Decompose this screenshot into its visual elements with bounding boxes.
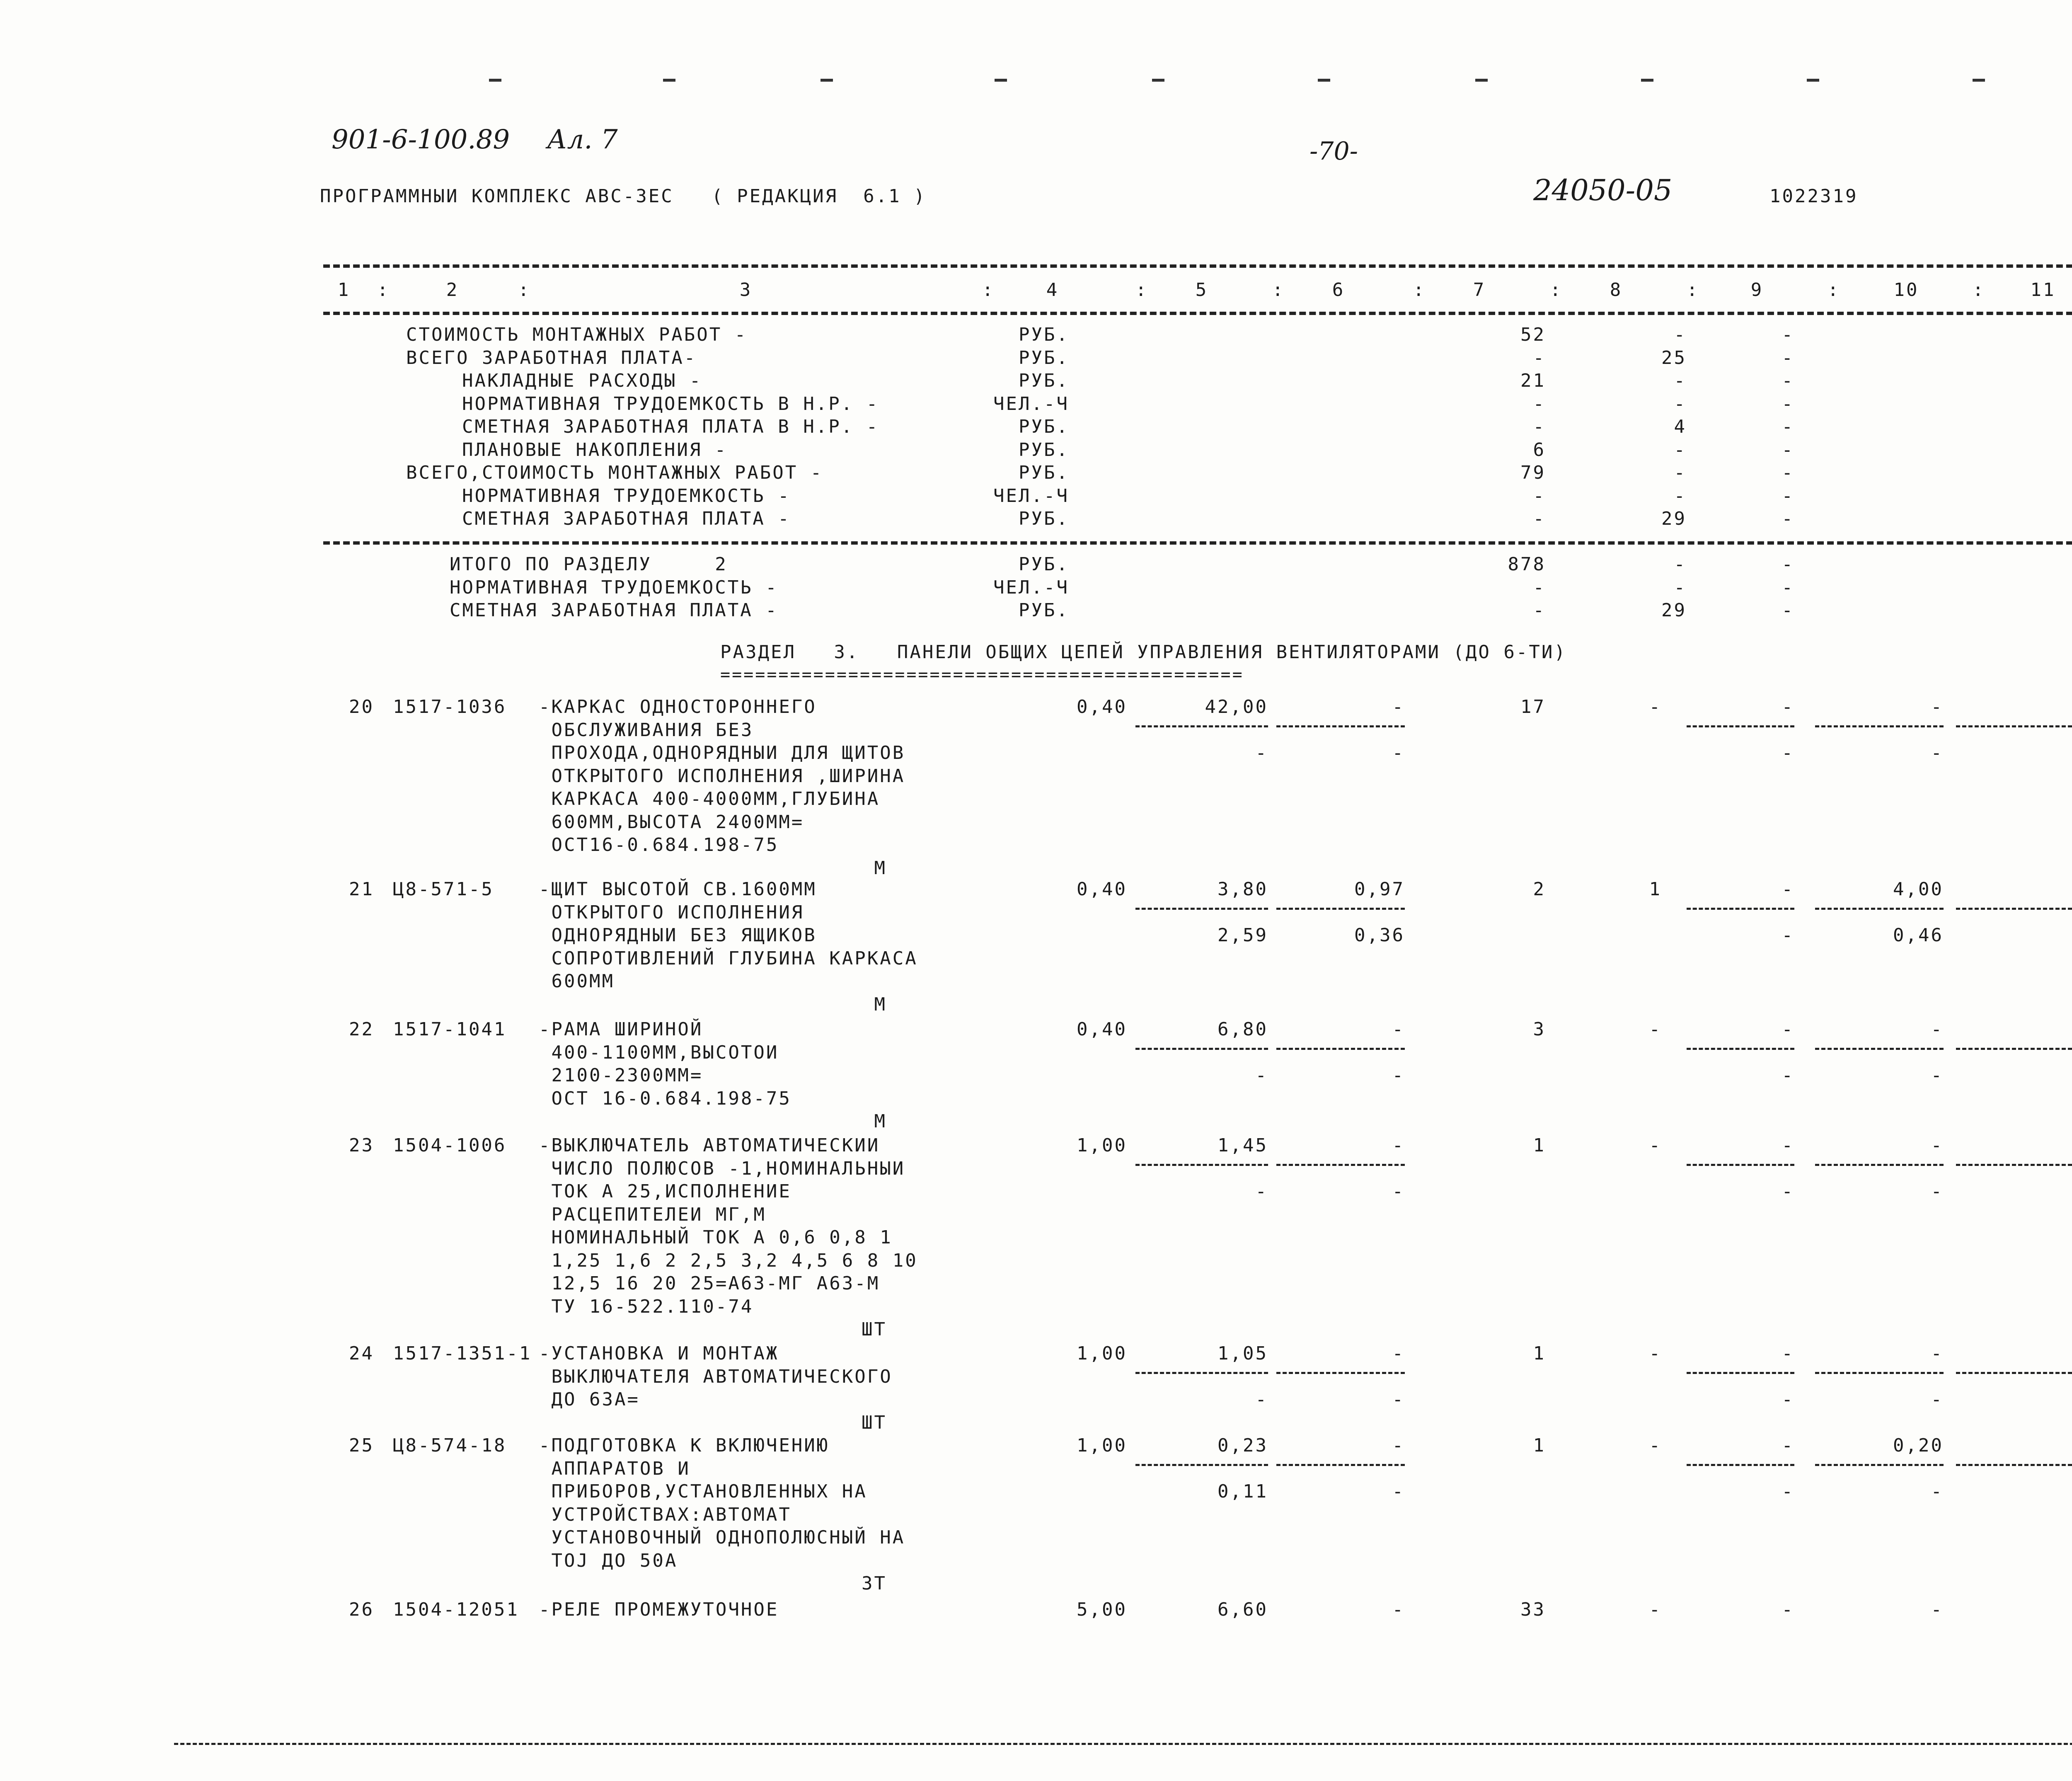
item-c11 — [1931, 695, 2072, 719]
column-header-3: 3 — [739, 279, 753, 300]
item-c5: 6,60 — [1218, 1599, 1268, 1620]
total-col7: 878 — [1508, 554, 1546, 575]
item-c11 — [1931, 878, 2072, 901]
item-c6-secondary: - — [1392, 1481, 1405, 1502]
total-unit: РУБ. — [1019, 600, 1069, 621]
item-c8: - — [1649, 1135, 1662, 1156]
summary-col7: - — [1533, 485, 1546, 506]
summary-col11 — [1931, 439, 2072, 462]
item-description-line: ВЫКЛЮЧАТЕЛЯ АВТОМАТИЧЕСКОГО — [539, 1366, 893, 1387]
total-unit: РУБ. — [1019, 554, 1069, 575]
item-code: 1517-1351-1 — [393, 1343, 532, 1364]
item-c10: 0,20 — [1893, 1435, 1944, 1456]
item-c10: - — [1931, 1343, 1944, 1364]
item-description-line: ТУ 16-522.110-74 — [539, 1296, 754, 1317]
item-description-line: ЧИСЛО ПОЛЮСОВ -1,НОМИНАЛЬНЫИ — [539, 1158, 905, 1179]
summary-col7: - — [1533, 347, 1546, 368]
item-description-line: ОТКРЫТОГО ИСПОЛНЕНИЯ — [539, 901, 804, 923]
summary-col11 — [1931, 485, 2072, 508]
item-c9-secondary: - — [1782, 1481, 1794, 1502]
column-separator: : — [377, 279, 390, 300]
item-c9: - — [1782, 1135, 1794, 1156]
item-c6: 0,97 — [1354, 879, 1405, 900]
item-c10-secondary: - — [1931, 1065, 1944, 1086]
total-col8: 29 — [1661, 600, 1687, 621]
job-code: 24050-05 — [1533, 173, 1673, 207]
item-description-line: 600ММ,ВЫСОТА 2400ММ= — [539, 811, 804, 833]
cell-divider — [1276, 1164, 1405, 1166]
cell-divider — [1276, 1464, 1405, 1466]
item-description-line: ТОЈ ДО 50А — [539, 1550, 678, 1571]
item-c6: - — [1392, 696, 1405, 717]
summary-label: НАКЛАДНЫЕ РАСХОДЫ - — [462, 370, 702, 391]
item-description-line: ТОК А 25,ИСПОЛНЕНИЕ — [539, 1181, 792, 1202]
item-number: 23 — [349, 1135, 374, 1156]
item-description-line: -ПОДГОТОВКА К ВКЛЮЧЕНИЮ — [539, 1435, 830, 1456]
cell-divider — [1276, 1048, 1405, 1050]
item-c6-secondary: 0,36 — [1354, 925, 1405, 946]
item-c6: - — [1392, 1599, 1405, 1620]
item-c9-secondary: - — [1782, 925, 1794, 946]
item-c8: - — [1649, 1599, 1662, 1620]
item-c7: 1 — [1533, 1135, 1546, 1156]
item-c5-secondary: - — [1255, 742, 1268, 763]
item-c10-secondary: - — [1931, 1389, 1944, 1410]
item-c9-secondary: - — [1782, 742, 1794, 763]
summary-label: СМЕТНАЯ ЗАРАБОТНАЯ ПЛАТА - — [462, 508, 791, 529]
summary-label: ПЛАНОВЫЕ НАКОПЛЕНИЯ - — [462, 439, 728, 460]
summary-col11 — [1931, 323, 2072, 347]
item-c5: 3,80 — [1218, 879, 1268, 900]
item-description-line: УСТАНОВОЧНЫЙ ОДНОПОЛЮСНЫЙ НА — [539, 1527, 905, 1548]
column-header-4: 4 — [1046, 279, 1059, 300]
summary-col8: - — [1674, 462, 1687, 483]
column-header-10: 10 — [1893, 279, 1919, 300]
cell-divider — [1815, 1048, 1944, 1050]
summary-col11 — [1931, 415, 2072, 439]
total-unit: ЧЕЛ.-Ч — [993, 577, 1069, 598]
summary-col9: - — [1782, 485, 1794, 506]
cell-divider — [1687, 1372, 1794, 1374]
item-description-line: ПРОХОДА,ОДНОРЯДНЫИ ДЛЯ ЩИТОВ — [539, 742, 905, 763]
item-code: 1504-12051 — [393, 1599, 519, 1620]
item-description-line: АППАРАТОВ И — [539, 1458, 690, 1479]
cell-divider — [1687, 1048, 1794, 1050]
item-number: 21 — [349, 879, 374, 900]
summary-col11 — [1931, 347, 2072, 370]
summary-col7: 21 — [1520, 370, 1546, 391]
item-c7: 1 — [1533, 1435, 1546, 1456]
item-c4: 1,00 — [1077, 1343, 1127, 1364]
item-c5-secondary: - — [1255, 1065, 1268, 1086]
summary-label: ВСЕГО ЗАРАБОТНАЯ ПЛАТА- — [406, 347, 697, 368]
item-c6: - — [1392, 1435, 1405, 1456]
item-c7: 1 — [1533, 1343, 1546, 1364]
item-c5-secondary: 2,59 — [1218, 925, 1268, 946]
item-c10-secondary: 0,46 — [1893, 925, 1944, 946]
total-label: ИТОГО ПО РАЗДЕЛУ 2 — [450, 554, 728, 575]
item-c4: 1,00 — [1077, 1135, 1127, 1156]
cell-divider — [1956, 908, 2072, 910]
item-description-line: ПРИБОРОВ,УСТАНОВЛЕННЫХ НА — [539, 1481, 867, 1502]
item-c6-secondary: - — [1392, 742, 1405, 763]
cell-divider — [1135, 908, 1268, 910]
cell-divider — [1815, 1464, 1944, 1466]
total-col9: - — [1782, 554, 1794, 575]
column-separator: : — [1973, 279, 1985, 300]
item-unit: М — [874, 1111, 887, 1132]
item-description-line: ДО 63А= — [539, 1389, 640, 1410]
item-c11 — [1931, 1342, 2072, 1365]
summary-col8: - — [1674, 370, 1687, 391]
column-header-9: 9 — [1750, 279, 1764, 300]
item-unit: ШТ — [862, 1412, 887, 1433]
item-c6-secondary: - — [1392, 1389, 1405, 1410]
item-description-line: ОДНОРЯДНЫИ БЕЗ ЯЩИКОВ — [539, 925, 817, 946]
item-unit: ШТ — [862, 1319, 887, 1340]
total-col9: - — [1782, 577, 1794, 598]
item-c11-secondary — [1931, 1064, 2072, 1087]
summary-unit: ЧЕЛ.-Ч — [993, 485, 1069, 506]
total-col7: - — [1533, 600, 1546, 621]
total-col11 — [1931, 553, 2072, 576]
item-description-line: ОСТ 16-0.684.198-75 — [539, 1088, 792, 1109]
item-description-line: 12,5 16 20 25=А63-МГ А63-М — [539, 1273, 880, 1294]
item-c4: 1,00 — [1077, 1435, 1127, 1456]
column-header-7: 7 — [1473, 279, 1486, 300]
item-c9: - — [1782, 1019, 1794, 1040]
summary-col8: - — [1674, 485, 1687, 506]
item-description-line: 2100-2300ММ= — [539, 1065, 703, 1086]
item-description-line: -КАРКАС ОДНОСТОРОННЕГО — [539, 696, 817, 717]
program-title: ПРОГРАММНЫИ КОМПЛЕКС АВС-3ЕС ( РЕДАКЦИЯ 6.1 ) — [320, 186, 927, 207]
summary-col11 — [1931, 369, 2072, 393]
summary-col8: - — [1674, 324, 1687, 345]
item-c7: 3 — [1533, 1019, 1546, 1040]
scan-mark — [1807, 79, 1819, 82]
item-c5: 1,45 — [1218, 1135, 1268, 1156]
total-col7: - — [1533, 577, 1546, 598]
item-c9: - — [1782, 879, 1794, 900]
item-c10: - — [1931, 696, 1944, 717]
cell-divider — [1956, 1048, 2072, 1050]
item-c10-secondary: - — [1931, 742, 1944, 763]
scan-mark — [1318, 79, 1330, 82]
column-header-5: 5 — [1195, 279, 1208, 300]
total-col11 — [1931, 599, 2072, 622]
item-c8: - — [1649, 696, 1662, 717]
column-header-1: 1 — [337, 279, 351, 300]
summary-col11 — [1931, 507, 2072, 531]
item-c11-secondary — [1931, 741, 2072, 765]
serial-number: 1022319 — [1769, 186, 1858, 207]
column-separator: : — [1413, 279, 1426, 300]
summary-unit: РУБ. — [1019, 508, 1069, 529]
summary-col9: - — [1782, 462, 1794, 483]
item-c5-secondary: - — [1255, 1389, 1268, 1410]
table-top-rule — [323, 264, 2072, 268]
summary-label: НОРМАТИВНАЯ ТРУДОЕМКОСТЬ В Н.Р. - — [462, 393, 879, 414]
total-col8: - — [1674, 577, 1687, 598]
cell-divider — [1956, 1164, 2072, 1166]
total-label: НОРМАТИВНАЯ ТРУДОЕМКОСТЬ - — [450, 577, 778, 598]
item-c10: - — [1931, 1019, 1944, 1040]
summary-col11 — [1931, 461, 2072, 485]
cell-divider — [1276, 1372, 1405, 1374]
cell-divider — [1135, 725, 1268, 727]
column-separator: : — [518, 279, 531, 300]
page-number: -70- — [1310, 137, 1358, 166]
total-col11 — [1931, 576, 2072, 599]
summary-col7: 79 — [1520, 462, 1546, 483]
item-description-line: -ВЫКЛЮЧАТЕЛЬ АВТОМАТИЧЕСКИИ — [539, 1135, 880, 1156]
item-c7: 33 — [1520, 1599, 1546, 1620]
item-c11-secondary — [1931, 1480, 2072, 1503]
item-c9: - — [1782, 1599, 1794, 1620]
item-c4: 0,40 — [1077, 696, 1127, 717]
sheet-number: Ал. 7 — [547, 124, 618, 155]
item-number: 24 — [349, 1343, 374, 1364]
item-c10: 4,00 — [1893, 879, 1944, 900]
item-c8: 1 — [1649, 879, 1662, 900]
column-separator: : — [1135, 279, 1148, 300]
item-c11-secondary — [1931, 1180, 2072, 1203]
column-header-6: 6 — [1332, 279, 1345, 300]
cell-divider — [1135, 1372, 1268, 1374]
item-c9: - — [1782, 1435, 1794, 1456]
summary-col9: - — [1782, 347, 1794, 368]
cell-divider — [1956, 725, 2072, 727]
item-description-line: ОСТ16-0.684.198-75 — [539, 834, 779, 855]
summary-unit: ЧЕЛ.-Ч — [993, 393, 1069, 414]
item-description-line: -РАМА ШИРИНОЙ — [539, 1019, 703, 1040]
item-description-line: РАСЦЕПИТЕЛЕИ МГ,М — [539, 1204, 766, 1225]
item-c6: - — [1392, 1343, 1405, 1364]
summary-unit: РУБ. — [1019, 416, 1069, 437]
item-number: 22 — [349, 1019, 374, 1040]
item-number: 20 — [349, 696, 374, 717]
summary-col8: 29 — [1661, 508, 1687, 529]
cell-divider — [1687, 908, 1794, 910]
summary-col7: 52 — [1520, 324, 1546, 345]
scan-mark — [1641, 79, 1653, 82]
summary-label: СМЕТНАЯ ЗАРАБОТНАЯ ПЛАТА В Н.Р. - — [462, 416, 879, 437]
summary-col9: - — [1782, 508, 1794, 529]
item-c5-secondary: 0,11 — [1218, 1481, 1268, 1502]
document-code: 901-6-100.89 — [332, 124, 510, 155]
cell-divider — [1135, 1464, 1268, 1466]
summary-divider-rule — [323, 541, 2072, 545]
item-unit: ЗТ — [862, 1573, 887, 1594]
summary-col9: - — [1782, 370, 1794, 391]
scan-mark — [1152, 79, 1164, 82]
item-c11-secondary — [1931, 1388, 2072, 1411]
header-bottom-rule — [323, 312, 2072, 315]
item-c11-secondary — [1931, 924, 2072, 947]
summary-col8: 4 — [1674, 416, 1687, 437]
item-c11 — [1931, 1134, 2072, 1157]
cell-divider — [1135, 1048, 1268, 1050]
item-c7: 2 — [1533, 879, 1546, 900]
cell-divider — [1815, 1164, 1944, 1166]
item-c9-secondary: - — [1782, 1389, 1794, 1410]
item-c8: - — [1649, 1435, 1662, 1456]
scan-mark — [1973, 79, 1985, 82]
item-c10-secondary: - — [1931, 1481, 1944, 1502]
cell-divider — [1276, 908, 1405, 910]
item-c11 — [1931, 1018, 2072, 1041]
item-c5: 0,23 — [1218, 1435, 1268, 1456]
item-c5: 1,05 — [1218, 1343, 1268, 1364]
item-c9: - — [1782, 1343, 1794, 1364]
cell-divider — [1956, 1372, 2072, 1374]
summary-col9: - — [1782, 324, 1794, 345]
column-header-8: 8 — [1610, 279, 1623, 300]
item-description-line: ОТКРЫТОГО ИСПОЛНЕНИЯ ,ШИРИНА — [539, 765, 905, 787]
item-description-line: -УСТАНОВКА И МОНТАЖ — [539, 1343, 779, 1364]
cell-divider — [1956, 1464, 2072, 1466]
total-col9: - — [1782, 600, 1794, 621]
scan-mark — [995, 79, 1007, 82]
summary-col8: - — [1674, 393, 1687, 414]
column-header-2: 2 — [446, 279, 459, 300]
scan-mark — [1475, 79, 1488, 82]
item-c6-secondary: - — [1392, 1181, 1405, 1202]
cell-divider — [1687, 1164, 1794, 1166]
item-c5: 6,80 — [1218, 1019, 1268, 1040]
item-c6: - — [1392, 1019, 1405, 1040]
cell-divider — [1687, 725, 1794, 727]
item-c9-secondary: - — [1782, 1181, 1794, 1202]
column-separator: : — [1687, 279, 1699, 300]
cell-divider — [1687, 1464, 1794, 1466]
item-c4: 5,00 — [1077, 1599, 1127, 1620]
section-title-underline: ============================================= — [720, 665, 1244, 684]
item-code: 1517-1036 — [393, 696, 507, 717]
column-separator: : — [1550, 279, 1563, 300]
item-c7: 17 — [1520, 696, 1546, 717]
summary-unit: РУБ. — [1019, 324, 1069, 345]
summary-col9: - — [1782, 416, 1794, 437]
item-c10: - — [1931, 1599, 1944, 1620]
item-description-line: КАРКАСА 400-4000ММ,ГЛУБИНА — [539, 788, 880, 809]
item-description-line: 600ММ — [539, 971, 615, 992]
item-c11 — [1931, 1598, 2072, 1621]
item-code: 1504-1006 — [393, 1135, 507, 1156]
item-description-line: -ЩИТ ВЫСОТОЙ СВ.1600ММ — [539, 879, 817, 900]
total-col8: - — [1674, 554, 1687, 575]
item-description-line: -РЕЛЕ ПРОМЕЖУТОЧНОЕ — [539, 1599, 779, 1620]
summary-label: ВСЕГО,СТОИМОСТЬ МОНТАЖНЫХ РАБОТ - — [406, 462, 823, 483]
summary-col9: - — [1782, 439, 1794, 460]
item-c4: 0,40 — [1077, 1019, 1127, 1040]
cell-divider — [1135, 1164, 1268, 1166]
summary-col8: 25 — [1661, 347, 1687, 368]
scan-mark — [663, 79, 675, 82]
summary-col7: - — [1533, 416, 1546, 437]
scan-bottom-line — [174, 1743, 2072, 1745]
item-c5: 42,00 — [1205, 696, 1268, 717]
item-unit: М — [874, 857, 887, 879]
total-label: СМЕТНАЯ ЗАРАБОТНАЯ ПЛАТА - — [450, 600, 778, 621]
item-c9: - — [1782, 696, 1794, 717]
item-description-line: СОПРОТИВЛЕНИЙ ГЛУБИНА КАРКАСА — [539, 947, 918, 969]
item-description-line: 400-1100ММ,ВЫСОТОИ — [539, 1042, 779, 1063]
summary-col7: - — [1533, 393, 1546, 414]
summary-unit: РУБ. — [1019, 439, 1069, 460]
column-separator: : — [1272, 279, 1285, 300]
column-header-11: 11 — [2030, 279, 2056, 300]
summary-col9: - — [1782, 393, 1794, 414]
item-code: Ц8-574-18 — [393, 1435, 507, 1456]
item-c4: 0,40 — [1077, 879, 1127, 900]
item-number: 25 — [349, 1435, 374, 1456]
item-c10-secondary: - — [1931, 1181, 1944, 1202]
item-code: Ц8-571-5 — [393, 879, 494, 900]
summary-label: НОРМАТИВНАЯ ТРУДОЕМКОСТЬ - — [462, 485, 791, 506]
item-number: 26 — [349, 1599, 374, 1620]
summary-col7: - — [1533, 508, 1546, 529]
item-c10: - — [1931, 1135, 1944, 1156]
item-c8: - — [1649, 1343, 1662, 1364]
summary-col7: 6 — [1533, 439, 1546, 460]
summary-label: СТОИМОСТЬ МОНТАЖНЫХ РАБОТ - — [406, 324, 748, 345]
summary-unit: РУБ. — [1019, 347, 1069, 368]
item-c6: - — [1392, 1135, 1405, 1156]
cell-divider — [1815, 1372, 1944, 1374]
item-c11 — [1931, 1434, 2072, 1457]
item-description-line: 1,25 1,6 2 2,5 3,2 4,5 6 8 10 — [539, 1250, 918, 1271]
item-c6-secondary: - — [1392, 1065, 1405, 1086]
summary-unit: РУБ. — [1019, 462, 1069, 483]
scan-mark — [821, 79, 833, 82]
summary-unit: РУБ. — [1019, 370, 1069, 391]
cell-divider — [1276, 725, 1405, 727]
column-separator: : — [1828, 279, 1840, 300]
column-separator: : — [982, 279, 995, 300]
cell-divider — [1815, 908, 1944, 910]
item-c8: - — [1649, 1019, 1662, 1040]
section-title: РАЗДЕЛ 3. ПАНЕЛИ ОБЩИХ ЦЕПЕЙ УПРАВЛЕНИЯ ВЕНТИЛЯТОРАМИ (ДО 6-ТИ) — [720, 642, 1567, 663]
item-code: 1517-1041 — [393, 1019, 507, 1040]
summary-col8: - — [1674, 439, 1687, 460]
scan-mark — [489, 79, 501, 82]
item-description-line: ОБСЛУЖИВАНИЯ БЕЗ — [539, 719, 754, 741]
summary-col11 — [1931, 393, 2072, 416]
item-c5-secondary: - — [1255, 1181, 1268, 1202]
item-description-line: УСТРОЙСТВАХ:АВТОМАТ — [539, 1504, 792, 1525]
cell-divider — [1815, 725, 1944, 727]
item-c9-secondary: - — [1782, 1065, 1794, 1086]
item-unit: М — [874, 993, 887, 1015]
item-description-line: НОМИНАЛЬНЫЙ ТОК А 0,6 0,8 1 — [539, 1227, 893, 1248]
